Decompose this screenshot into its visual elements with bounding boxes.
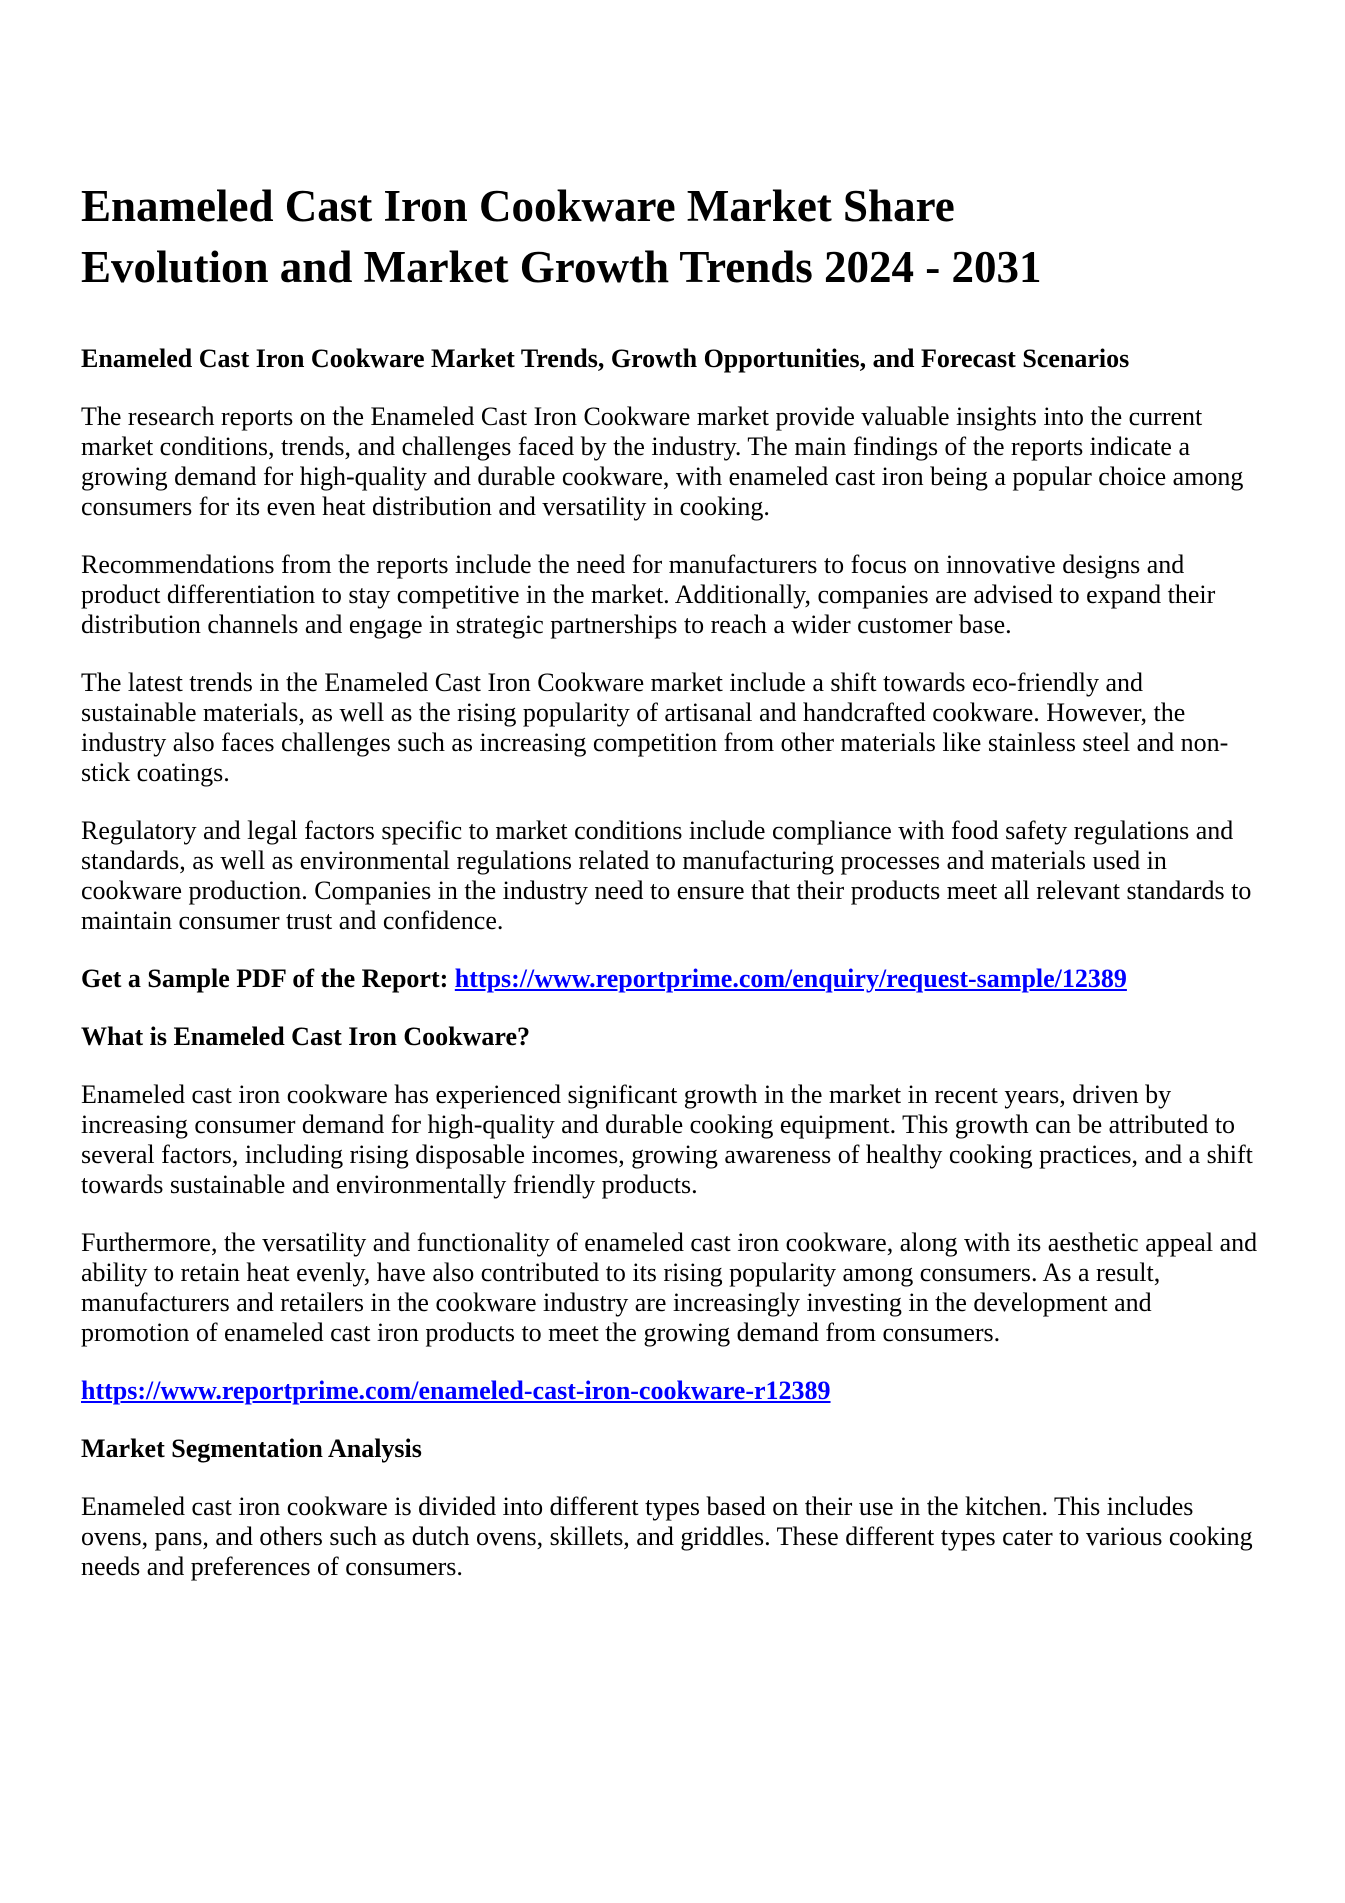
sample-pdf-link[interactable]: https://www.reportprime.com/enquiry/request-sample/12389 <box>454 964 1127 993</box>
page-title: Enameled Cast Iron Cookware Market Share Evolution and Market Growth Trends 2024 - 2031 <box>81 181 1042 292</box>
report-link-line <box>81 1376 1264 1406</box>
paragraph-overview: The research reports on the Enameled Cast Iron Cookware market provide valuable insights into the current market conditions, trends, and challenges faced by the industry. The main findings of the reports indicate a growing demand for high-quality and durable cookware, with enameled cast iron being a popular choice among consumers for its even heat distribution and versatility in cooking. <box>81 402 1244 521</box>
paragraph-segmentation: Enameled cast iron cookware is divided into different types based on their use in the kitchen. This includes ovens, pans, and others such as dutch ovens, skillets, and griddles. These different types cater to various cooking needs and preferences of consumers. <box>81 1492 1253 1581</box>
sample-pdf-label: Get a Sample PDF of the Report: <box>81 964 449 993</box>
heading-what-is: What is Enameled Cast Iron Cookware? <box>81 1022 531 1051</box>
paragraph-regulatory: Regulatory and legal factors specific to market conditions include compliance with food safety regulations and standards, as well as environmental regulations related to manufacturing processes and materials used in cookware production. Companies in the industry need to ensure that their products meet all relevant standards to maintain consumer trust and confidence. <box>81 816 1252 935</box>
subtitle: Enameled Cast Iron Cookware Market Trends, Growth Opportunities, and Forecast Scenarios <box>81 344 1130 373</box>
report-page-link[interactable]: https://www.reportprime.com/enameled-cast-iron-cookware-r12389 <box>81 1376 831 1405</box>
paragraph-trends: The latest trends in the Enameled Cast Iron Cookware market include a shift towards eco-friendly and sustainable materials, as well as the rising popularity of artisanal and handcrafted cookware. However, the industry also faces challenges such as increasing competition from other materials like stainless steel and non-stick coatings. <box>81 668 1229 787</box>
sample-pdf-line <box>81 964 1264 994</box>
paragraph-recommendations: Recommendations from the reports include the need for manufacturers to focus on innovative designs and product differentiation to stay competitive in the market. Additionally, companies are advised to expand their distribution channels and engage in strategic partnerships to reach a wider customer base. <box>81 550 1216 639</box>
paragraph-growth: Enameled cast iron cookware has experienced significant growth in the market in recent years, driven by increasing consumer demand for high-quality and durable cooking equipment. This growth can be attributed to several factors, including rising disposable incomes, growing awareness of healthy cooking practices, and a shift towards sustainable and environmentally friendly products. <box>81 1080 1253 1199</box>
paragraph-furthermore: Furthermore, the versatility and functionality of enameled cast iron cookware, along with its aesthetic appeal and ability to retain heat evenly, have also contributed to its rising popularity among consumers. As a result, manufacturers and retailers in the cookware industry are increasingly investing in the development and promotion of enameled cast iron products to meet the growing demand from consumers. <box>81 1228 1258 1347</box>
heading-segmentation: Market Segmentation Analysis <box>81 1434 422 1463</box>
